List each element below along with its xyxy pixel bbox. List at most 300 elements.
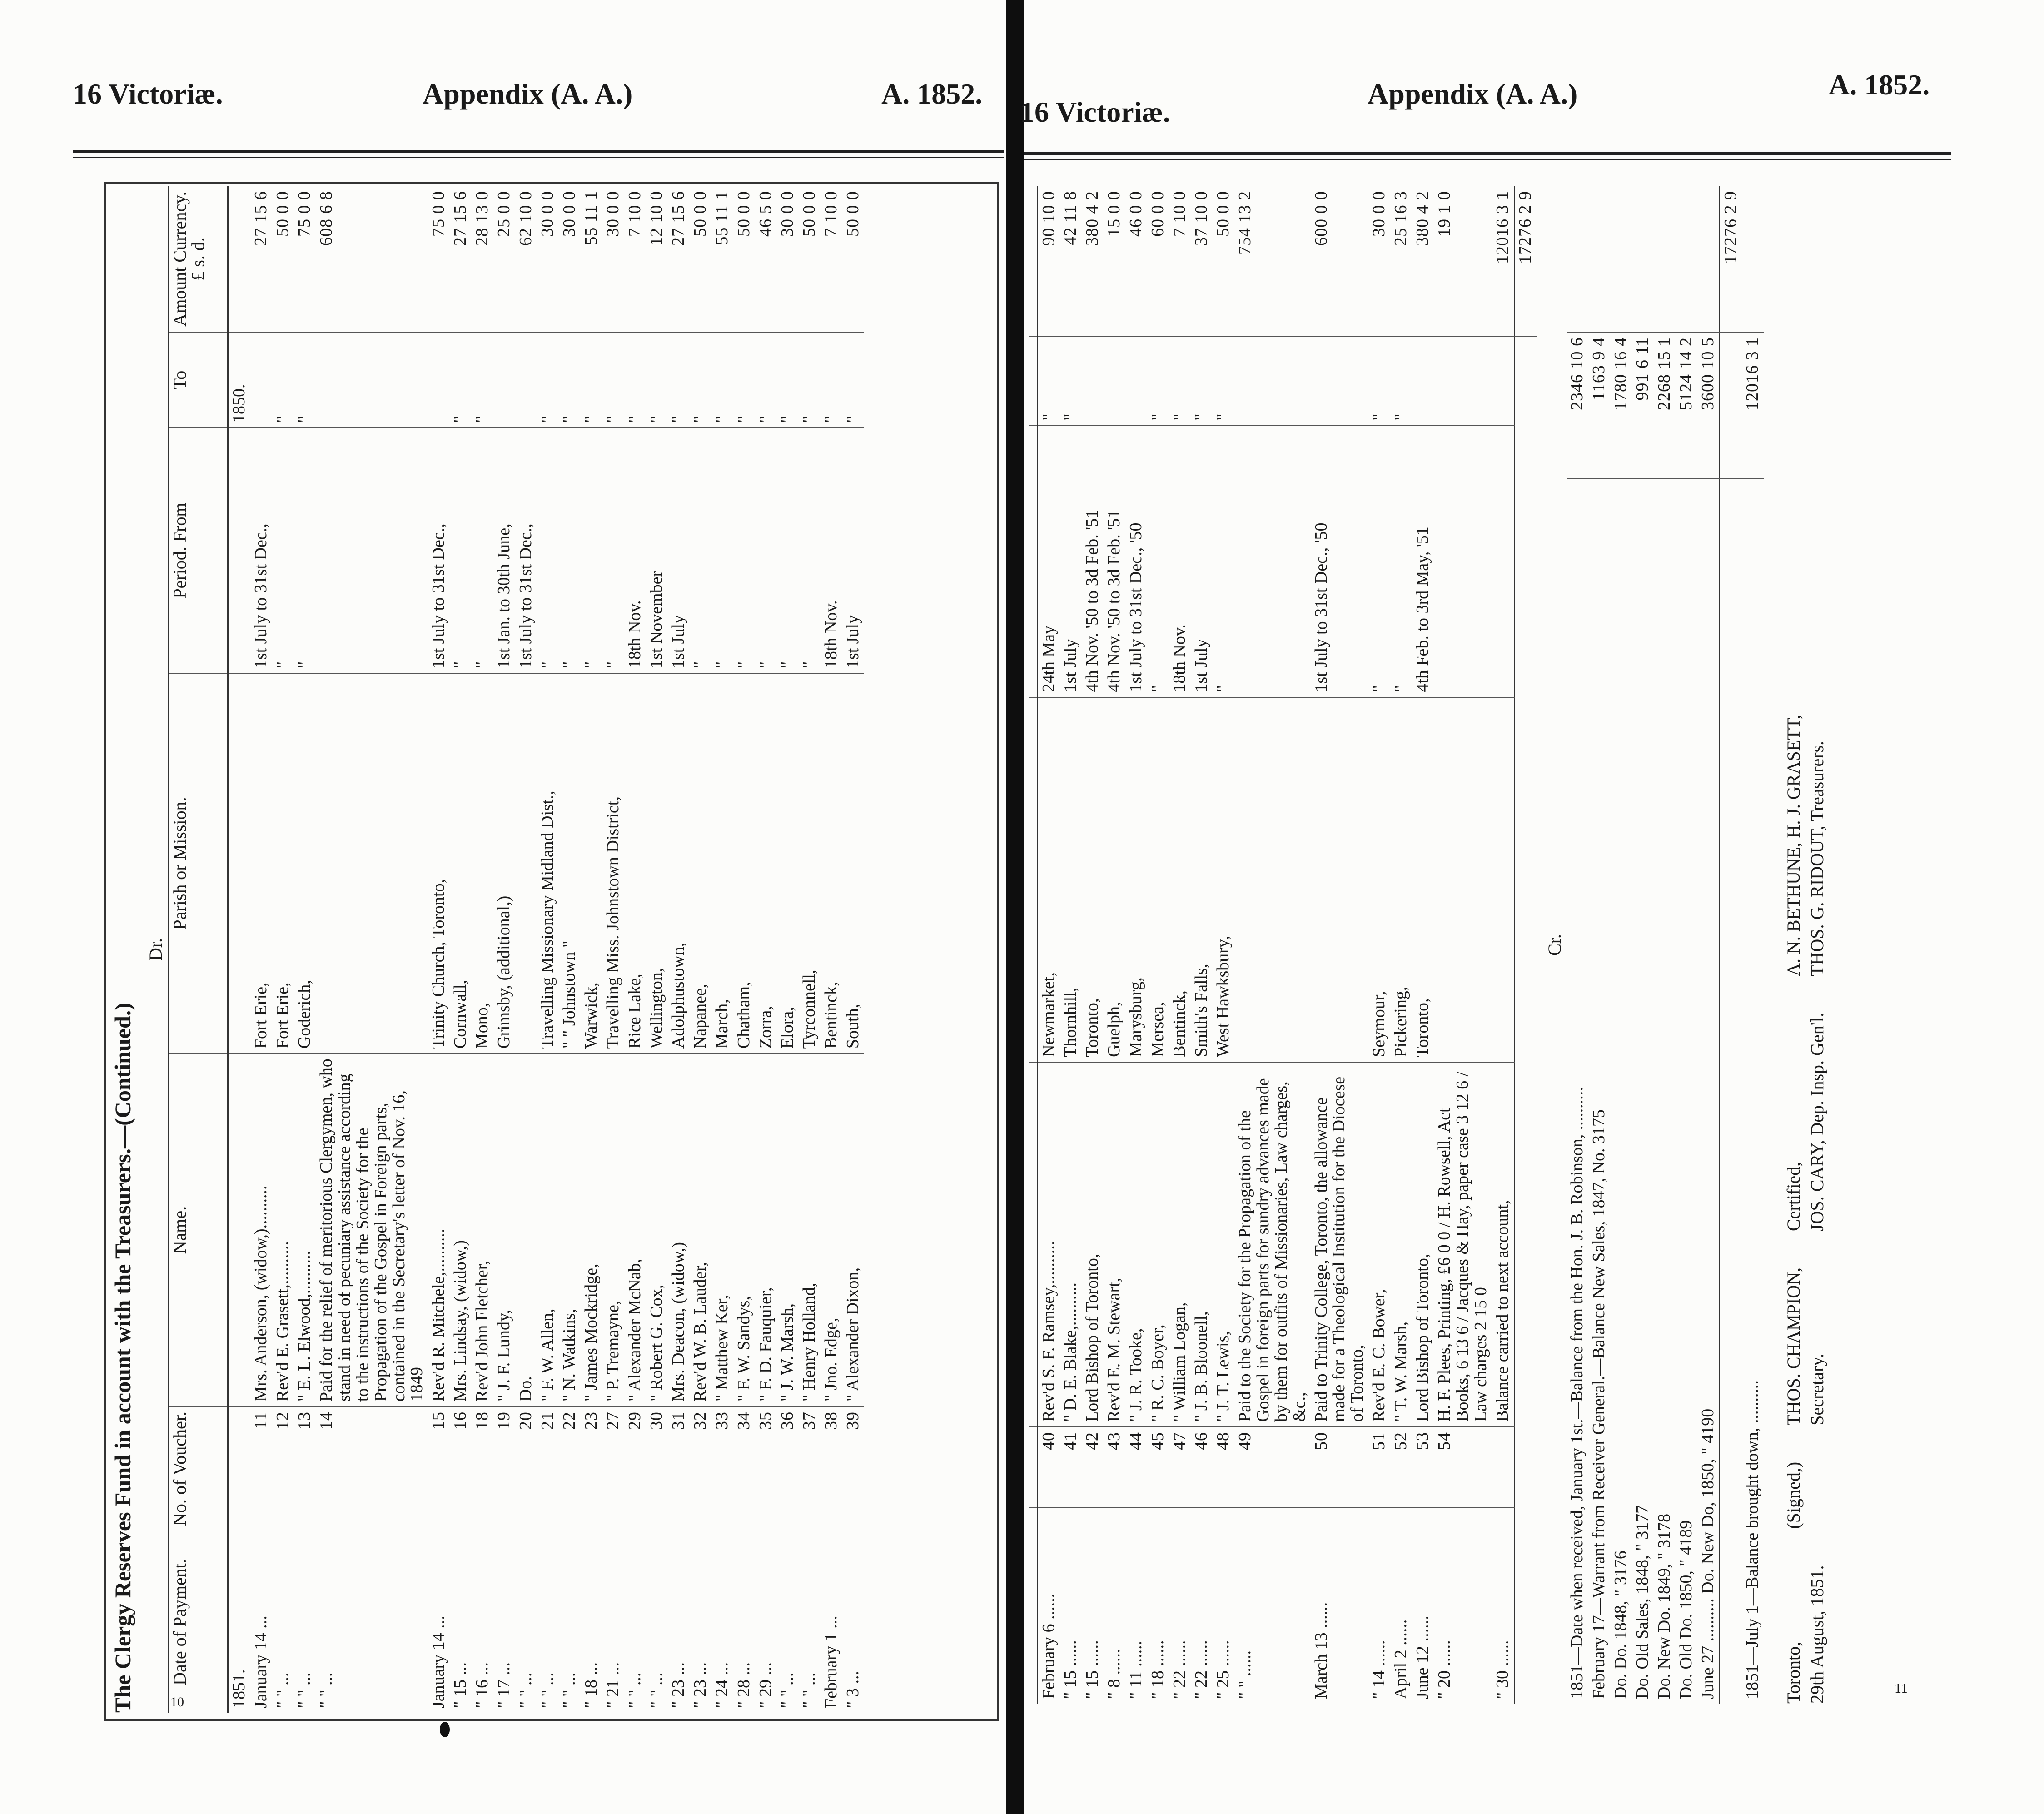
credit-amount: 1780 16 4 bbox=[1610, 332, 1632, 478]
voucher-number: 51 bbox=[1368, 1427, 1390, 1507]
parish-or-mission: Mersea, bbox=[1147, 697, 1169, 1062]
col-name: Name. bbox=[169, 1054, 228, 1406]
payee-name: " F. W. Allen, bbox=[537, 1054, 559, 1406]
dr-total-spacer bbox=[1514, 336, 1537, 1704]
col-parish: Parish or Mission. bbox=[169, 673, 228, 1054]
payment-date: " " ... bbox=[538, 1672, 557, 1708]
voucher-number: 41 bbox=[1060, 1427, 1082, 1507]
inspector-title: Dep. Insp. Gen'l. bbox=[1806, 1012, 1827, 1136]
balance-down-spacer bbox=[1742, 186, 1764, 332]
parish-or-mission: Seymour, bbox=[1368, 697, 1390, 1062]
period-to: " bbox=[1169, 336, 1191, 426]
amount-currency: 46 0 0 bbox=[1125, 186, 1147, 336]
period-from: " bbox=[602, 428, 624, 673]
credit-spacer bbox=[1632, 186, 1654, 332]
cr-total: 17276 2 9 bbox=[1720, 186, 1742, 332]
voucher-number: 19 bbox=[493, 1406, 515, 1531]
amount-currency bbox=[228, 186, 251, 332]
payment-date: " " ... bbox=[560, 1672, 579, 1708]
credit-description: 1851—Date when received, January 1st.—Balance from the Hon. J. B. Robinson, .......... bbox=[1567, 1087, 1586, 1699]
period-to: 1850. bbox=[228, 332, 251, 428]
period-to: " bbox=[1213, 336, 1234, 426]
header-year-left: A. 1852. bbox=[881, 78, 983, 110]
amount-currency: 30 0 0 bbox=[602, 186, 624, 332]
parish-or-mission: Mono, bbox=[472, 673, 493, 1054]
parish-or-mission: Travelling Missionary Midland Dist., bbox=[537, 673, 559, 1054]
period-from: 1st July to 31st Dec., bbox=[515, 428, 537, 673]
parish-or-mission: Wellington, bbox=[646, 673, 668, 1054]
period-to bbox=[1311, 336, 1369, 426]
parish-or-mission: Smith's Falls, bbox=[1191, 697, 1213, 1062]
period-to: " bbox=[711, 332, 733, 428]
dr-label: Dr. bbox=[145, 938, 166, 961]
col-period-to: To bbox=[169, 332, 228, 428]
voucher-number: 31 bbox=[668, 1406, 690, 1531]
balance-down-amount: 12016 3 1 bbox=[1742, 332, 1764, 478]
parish-or-mission: Toronto, bbox=[1412, 697, 1434, 1062]
parish-or-mission: Chatham, bbox=[733, 673, 755, 1054]
payee-name: Rev'd E. C. Bower, bbox=[1368, 1062, 1390, 1427]
payment-date: " 15 ...... bbox=[1083, 1640, 1102, 1699]
debit-right-row bbox=[1390, 186, 1412, 1704]
payee-name: " Jno. Edge, bbox=[821, 1054, 842, 1406]
payee-name: " J. B. Bloonell, bbox=[1191, 1062, 1213, 1427]
cr-label: Cr. bbox=[1544, 934, 1565, 956]
payee-name: Rev'd R. Mitchele,.......... bbox=[428, 1054, 450, 1406]
payee-name: " Robert G. Cox, bbox=[646, 1054, 668, 1406]
amount-currency: 25 16 3 bbox=[1390, 186, 1412, 336]
period-from: 1st July bbox=[668, 428, 690, 673]
payee-name: Paid to Trinity College, Toronto, the allowance made for a Theological Institution for the Diocese of Toronto, bbox=[1311, 1062, 1369, 1427]
header-rule-right bbox=[1024, 152, 1951, 155]
amount-currency: 42 11 8 bbox=[1060, 186, 1082, 336]
payee-name bbox=[228, 1054, 251, 1406]
payment-date: " " ... bbox=[273, 1672, 292, 1708]
parish-or-mission: Napanee, bbox=[690, 673, 711, 1054]
amount-currency: 55 11 1 bbox=[581, 186, 602, 332]
amount-currency: 50 0 0 bbox=[690, 186, 711, 332]
payee-name: " J. R. Tooke, bbox=[1125, 1062, 1147, 1427]
payee-name: H. F. Plees, Printing, £6 0 0 / H. Rowsell, Act Books, 6 13 6 / Jacques & Hay, paper case 3 12 6 / Law charges 2 15 0 bbox=[1434, 1062, 1492, 1427]
payment-date: " 18 ...... bbox=[1148, 1640, 1167, 1699]
amount-currency: 50 0 0 bbox=[1213, 186, 1234, 336]
signature-signed: (Signed,) bbox=[1783, 1461, 1804, 1529]
debit-right-row bbox=[1434, 186, 1492, 1704]
cr-total-sub bbox=[1720, 332, 1742, 478]
credit-description: Do. Old Do. 1850, " 4189 bbox=[1676, 1520, 1696, 1699]
payee-name: " F. D. Fauquier, bbox=[755, 1054, 777, 1406]
parish-or-mission: Goderich, bbox=[294, 673, 316, 1054]
secretary-title: Secretary. bbox=[1806, 1353, 1827, 1426]
debit-right-row bbox=[1082, 186, 1104, 1704]
payee-name: Balance carried to next account, bbox=[1492, 1062, 1514, 1427]
voucher-number: 45 bbox=[1147, 1427, 1169, 1507]
voucher-number: 18 bbox=[472, 1406, 493, 1531]
header-rule-right-2 bbox=[1024, 159, 1951, 160]
parish-or-mission: Toronto, bbox=[1082, 697, 1104, 1062]
parish-or-mission bbox=[1434, 697, 1492, 1062]
period-to bbox=[1492, 336, 1514, 426]
payee-name: " F. W. Sandys, bbox=[733, 1054, 755, 1406]
debit-right-row bbox=[1125, 186, 1147, 1704]
period-from: " bbox=[450, 428, 472, 673]
payment-date: " " ... bbox=[647, 1672, 666, 1708]
debit-left-row bbox=[821, 186, 842, 1713]
period-from: 1st July to 31st Dec., '50 bbox=[1125, 426, 1147, 697]
period-from: " bbox=[272, 428, 294, 673]
payment-date: " 18 ... bbox=[582, 1662, 601, 1708]
period-to: " bbox=[733, 332, 755, 428]
debit-left-row bbox=[755, 186, 777, 1713]
payment-date: January 14 ... bbox=[251, 1615, 270, 1708]
voucher-number: 23 bbox=[581, 1406, 602, 1531]
period-from: " bbox=[537, 428, 559, 673]
payment-date: " " ... bbox=[317, 1672, 336, 1708]
right-spacer-parish bbox=[1029, 697, 1038, 1062]
credit-table bbox=[1567, 186, 1764, 1704]
period-to: " bbox=[842, 332, 864, 428]
credit-row bbox=[1676, 186, 1697, 1704]
right-spacer-amount bbox=[1029, 186, 1038, 336]
amount-currency: 30 0 0 bbox=[537, 186, 559, 332]
voucher-number: 54 bbox=[1434, 1427, 1492, 1507]
period-from bbox=[1492, 426, 1514, 697]
cr-total-spacer bbox=[1720, 478, 1742, 1704]
voucher-number: 21 bbox=[537, 1406, 559, 1531]
left-page bbox=[0, 0, 1006, 1814]
amount-currency: 27 15 6 bbox=[250, 186, 272, 332]
payee-name: Mrs. Anderson, (widow,).......... bbox=[250, 1054, 272, 1406]
balance-down-row bbox=[1742, 186, 1764, 1704]
signature-place bbox=[1782, 1566, 1829, 1704]
amount-currency: 15 0 0 bbox=[1104, 186, 1125, 336]
secretary-name: THOS. CHAMPION, bbox=[1783, 1267, 1804, 1426]
debit-rows-right bbox=[1038, 186, 1514, 1704]
payee-name: Mrs. Deacon, (widow,) bbox=[668, 1054, 690, 1406]
col-period: Period. bbox=[169, 547, 190, 599]
payment-date: " " ... bbox=[625, 1672, 645, 1708]
payee-name: Rev'd E. Grasett,.......... bbox=[272, 1054, 294, 1406]
debit-left-row bbox=[250, 186, 272, 1713]
period-from: " bbox=[777, 428, 799, 673]
voucher-number bbox=[228, 1406, 251, 1531]
debit-left-row bbox=[316, 186, 428, 1713]
period-to: " bbox=[821, 332, 842, 428]
credit-amount: 3600 10 5 bbox=[1697, 332, 1720, 478]
parish-or-mission: Marysburg, bbox=[1125, 697, 1147, 1062]
credit-description: Do. Do. 1848, " 3176 bbox=[1611, 1551, 1630, 1699]
payment-date: January 14 ... bbox=[429, 1615, 448, 1708]
period-to: " bbox=[799, 332, 821, 428]
voucher-number: 38 bbox=[821, 1406, 842, 1531]
payment-date: " 22 ...... bbox=[1170, 1640, 1189, 1699]
payment-date: " 8 ...... bbox=[1104, 1649, 1124, 1699]
right-page bbox=[1020, 0, 2044, 1814]
payment-date: " 3 ... bbox=[843, 1670, 863, 1708]
period-to: " bbox=[1191, 336, 1213, 426]
period-to: " bbox=[690, 332, 711, 428]
payment-date: " " ... bbox=[778, 1672, 797, 1708]
payment-date: " " ... bbox=[295, 1672, 314, 1708]
payment-date: " 28 ... bbox=[734, 1662, 754, 1708]
debit-left-row bbox=[624, 186, 646, 1713]
period-from: 1st July to 31st Dec., bbox=[250, 428, 272, 673]
period-from: " bbox=[1147, 426, 1169, 697]
payee-name: Paid for the relief of meritorious Clergymen, who stand in need of pecuniary assistance according to the instructions of the Society for the Propagation of the Gospel in Foreign parts, contained in the Secretary's letter of Nov. 16, 1849 bbox=[316, 1054, 428, 1406]
parish-or-mission: Tyrconnell, bbox=[799, 673, 821, 1054]
period-to: " bbox=[581, 332, 602, 428]
period-to bbox=[1234, 336, 1311, 426]
period-from: " bbox=[559, 428, 581, 673]
period-from: " bbox=[799, 428, 821, 673]
credit-row bbox=[1654, 186, 1676, 1704]
voucher-number: 12 bbox=[272, 1406, 294, 1531]
payee-name: " J. W. Marsh, bbox=[777, 1054, 799, 1406]
period-from bbox=[1434, 426, 1492, 697]
period-to bbox=[1104, 336, 1125, 426]
parish-or-mission: Guelph, bbox=[1104, 697, 1125, 1062]
credit-amount: 2346 10 6 bbox=[1567, 332, 1588, 478]
period-from: 4th Nov. '50 to 3d Feb. '51 bbox=[1082, 426, 1104, 697]
signature-date: 29th August, 1851. bbox=[1806, 1565, 1827, 1704]
payee-name: Paid to the Society for the Propagation of the Gospel in foreign parts for sundry advances made by them for outfits of Missionaries, Law charges, &c., bbox=[1234, 1062, 1311, 1427]
signature-secretary bbox=[1782, 1267, 1829, 1426]
signature-inspector bbox=[1782, 1013, 1829, 1231]
voucher-number: 15 bbox=[428, 1406, 450, 1531]
payment-date: " 14 ...... bbox=[1369, 1640, 1389, 1699]
period-to: " bbox=[272, 332, 294, 428]
dr-total-row bbox=[1514, 186, 1537, 1704]
right-spacer-to bbox=[1029, 336, 1038, 426]
debit-right-row bbox=[1191, 186, 1213, 1704]
col-date: Date of Payment. bbox=[169, 1531, 228, 1713]
debit-right-row bbox=[1234, 186, 1311, 1704]
ink-blot bbox=[440, 1722, 450, 1737]
parish-or-mission: South, bbox=[842, 673, 864, 1054]
payee-name: " William Logan, bbox=[1169, 1062, 1191, 1427]
parish-or-mission: March, bbox=[711, 673, 733, 1054]
amount-currency: 46 5 0 bbox=[755, 186, 777, 332]
payment-date: " 23 ... bbox=[669, 1662, 688, 1708]
period-from: " bbox=[711, 428, 733, 673]
amount-currency: 55 11 1 bbox=[711, 186, 733, 332]
period-to: " bbox=[602, 332, 624, 428]
voucher-number: 27 bbox=[602, 1406, 624, 1531]
inspector-name: JOS. CARY, bbox=[1806, 1140, 1827, 1231]
amount-currency: 30 0 0 bbox=[559, 186, 581, 332]
voucher-number: 20 bbox=[515, 1406, 537, 1531]
treasurer-3: THOS. G. RIDOUT, bbox=[1806, 825, 1827, 976]
debit-left-row bbox=[228, 186, 251, 1713]
parish-or-mission: Fort Erie, bbox=[250, 673, 272, 1054]
header-session-left: 16 Victoriæ. bbox=[73, 78, 223, 110]
period-to: " bbox=[777, 332, 799, 428]
payee-name: Do. bbox=[515, 1054, 537, 1406]
payment-date: " 24 ... bbox=[712, 1662, 732, 1708]
payee-name: " D. E. Blake,.......... bbox=[1060, 1062, 1082, 1427]
period-from: " bbox=[581, 428, 602, 673]
period-to bbox=[1412, 336, 1434, 426]
debit-left-row bbox=[842, 186, 864, 1713]
payment-date: " 29 ... bbox=[756, 1662, 776, 1708]
debit-right-row bbox=[1147, 186, 1169, 1704]
debit-left-row bbox=[602, 186, 624, 1713]
payee-name: " J. T. Lewis, bbox=[1213, 1062, 1234, 1427]
debit-left-row bbox=[493, 186, 515, 1713]
voucher-number: 47 bbox=[1169, 1427, 1191, 1507]
voucher-number: 29 bbox=[624, 1406, 646, 1531]
credit-row bbox=[1610, 186, 1632, 1704]
col-amount-label: Amount Currency. bbox=[169, 191, 190, 327]
parish-or-mission: Bentinck, bbox=[1169, 697, 1191, 1062]
period-from: 4th Feb. to 3rd May, '51 bbox=[1412, 426, 1434, 697]
amount-currency: 50 0 0 bbox=[842, 186, 864, 332]
voucher-number: 35 bbox=[755, 1406, 777, 1531]
voucher-number: 44 bbox=[1125, 1427, 1147, 1507]
payment-date: " 11 ...... bbox=[1126, 1640, 1145, 1699]
debit-right-row bbox=[1213, 186, 1234, 1704]
voucher-number: 22 bbox=[559, 1406, 581, 1531]
parish-or-mission: Adolphustown, bbox=[668, 673, 690, 1054]
certified-label: Certified, bbox=[1783, 1162, 1804, 1231]
right-spacer-voucher bbox=[1029, 1427, 1038, 1507]
page-number-right: 11 bbox=[1895, 1681, 1908, 1696]
parish-or-mission bbox=[1492, 697, 1514, 1062]
credit-amount: 2268 15 1 bbox=[1654, 332, 1676, 478]
parish-or-mission: Elora, bbox=[777, 673, 799, 1054]
payment-date: " 15 ... bbox=[451, 1662, 470, 1708]
debit-left-row bbox=[515, 186, 537, 1713]
debit-left-row bbox=[428, 186, 450, 1713]
amount-currency: 27 15 6 bbox=[450, 186, 472, 332]
period-to bbox=[428, 332, 450, 428]
payee-name: " Matthew Ker, bbox=[711, 1054, 733, 1406]
amount-currency: 50 0 0 bbox=[272, 186, 294, 332]
debit-right-row bbox=[1311, 186, 1369, 1704]
credit-amount: 991 6 11 bbox=[1632, 332, 1654, 478]
parish-or-mission: Zorra, bbox=[755, 673, 777, 1054]
payee-name: Rev'd E. M. Stewart, bbox=[1104, 1062, 1125, 1427]
payment-date: " 30 ...... bbox=[1492, 1640, 1512, 1699]
period-from: " bbox=[1368, 426, 1390, 697]
period-from: " bbox=[733, 428, 755, 673]
debit-right-row bbox=[1368, 186, 1390, 1704]
voucher-number: 50 bbox=[1311, 1427, 1369, 1507]
voucher-number: 16 bbox=[450, 1406, 472, 1531]
debit-left-row bbox=[559, 186, 581, 1713]
debit-table-right bbox=[1029, 186, 1537, 1704]
header-appendix-right: Appendix (A. A.) bbox=[1368, 78, 1578, 110]
credit-rows bbox=[1567, 186, 1720, 1704]
period-to bbox=[493, 332, 515, 428]
payment-date: " 20 ...... bbox=[1435, 1640, 1454, 1699]
period-to: " bbox=[668, 332, 690, 428]
payment-date: " " ...... bbox=[1235, 1650, 1254, 1699]
payee-name: " N. Watkins, bbox=[559, 1054, 581, 1406]
debit-left-row bbox=[646, 186, 668, 1713]
amount-currency: 12 10 0 bbox=[646, 186, 668, 332]
credit-description: Do. New Do. 1849, " 3178 bbox=[1654, 1513, 1674, 1699]
parish-or-mission bbox=[515, 673, 537, 1054]
period-to: " bbox=[1368, 336, 1390, 426]
header-rule-left-2 bbox=[73, 157, 1004, 158]
col-lsd: £ s. d. bbox=[188, 237, 208, 281]
parish-or-mission: Grimsby, (additional,) bbox=[493, 673, 515, 1054]
credit-row bbox=[1697, 186, 1720, 1704]
debit-rows-left bbox=[228, 186, 865, 1713]
amount-currency: 75 0 0 bbox=[428, 186, 450, 332]
period-from: " bbox=[472, 428, 493, 673]
credit-spacer bbox=[1676, 186, 1697, 332]
period-from: 1st July to 31st Dec., '50 bbox=[1311, 426, 1369, 697]
voucher-number: 40 bbox=[1038, 1427, 1060, 1507]
amount-currency: 754 13 2 bbox=[1234, 186, 1311, 336]
parish-or-mission bbox=[228, 673, 251, 1054]
debit-left-row bbox=[690, 186, 711, 1713]
period-to: " bbox=[559, 332, 581, 428]
payment-date: 1851. bbox=[229, 1669, 249, 1708]
payee-name: " James Mockridge, bbox=[581, 1054, 602, 1406]
payee-name: Lord Bishop of Toronto, bbox=[1082, 1062, 1104, 1427]
debit-right-row bbox=[1412, 186, 1434, 1704]
amount-currency: 380 4 2 bbox=[1082, 186, 1104, 336]
period-to: " bbox=[472, 332, 493, 428]
voucher-number: 39 bbox=[842, 1406, 864, 1531]
period-from: 4th Nov. '50 to 3d Feb. '51 bbox=[1104, 426, 1125, 697]
period-from: 1st July to 31st Dec., bbox=[428, 428, 450, 673]
parish-or-mission: Rice Lake, bbox=[624, 673, 646, 1054]
period-from: 18th Nov. bbox=[1169, 426, 1191, 697]
credit-amount: 5124 14 2 bbox=[1676, 332, 1697, 478]
period-to: " bbox=[646, 332, 668, 428]
payee-name: Rev'd S. F. Ramsey,.......... bbox=[1038, 1062, 1060, 1427]
period-to bbox=[1125, 336, 1147, 426]
voucher-number: 32 bbox=[690, 1406, 711, 1531]
amount-currency: 28 13 0 bbox=[472, 186, 493, 332]
period-from: " bbox=[755, 428, 777, 673]
debit-right-row bbox=[1038, 186, 1060, 1704]
period-from: 1st November bbox=[646, 428, 668, 673]
credit-spacer bbox=[1654, 186, 1676, 332]
parish-or-mission: " " Johnstown " bbox=[559, 673, 581, 1054]
voucher-number: 48 bbox=[1213, 1427, 1234, 1507]
period-to: " bbox=[1060, 336, 1082, 426]
amount-currency: 600 0 0 bbox=[1311, 186, 1369, 336]
amount-currency: 25 0 0 bbox=[493, 186, 515, 332]
parish-or-mission: Pickering, bbox=[1390, 697, 1412, 1062]
payee-name: " E. L. Elwood,.......... bbox=[294, 1054, 316, 1406]
credit-description: February 17—Warrant from Receiver General.—Balance New Sales, 1847, No. 3175 bbox=[1589, 1109, 1608, 1699]
header-rule-left bbox=[73, 150, 1004, 153]
parish-or-mission bbox=[316, 673, 428, 1054]
treasurer-2: H. J. GRASETT, bbox=[1783, 715, 1804, 838]
signature-treasurers bbox=[1782, 715, 1829, 976]
amount-currency: 37 10 0 bbox=[1191, 186, 1213, 336]
col-period-from bbox=[169, 428, 228, 673]
header-year-right: A. 1852. bbox=[1829, 69, 1930, 101]
amount-currency: 30 0 0 bbox=[1368, 186, 1390, 336]
amount-currency: 7 10 0 bbox=[624, 186, 646, 332]
period-from: 1st July bbox=[1191, 426, 1213, 697]
period-to bbox=[316, 332, 428, 428]
debit-left-row bbox=[777, 186, 799, 1713]
credit-spacer bbox=[1697, 186, 1720, 332]
col-amount bbox=[169, 186, 228, 332]
voucher-number bbox=[1492, 1427, 1514, 1507]
period-to: " bbox=[450, 332, 472, 428]
voucher-number: 14 bbox=[316, 1406, 428, 1531]
treasurers-title: Treasurers. bbox=[1806, 741, 1827, 822]
